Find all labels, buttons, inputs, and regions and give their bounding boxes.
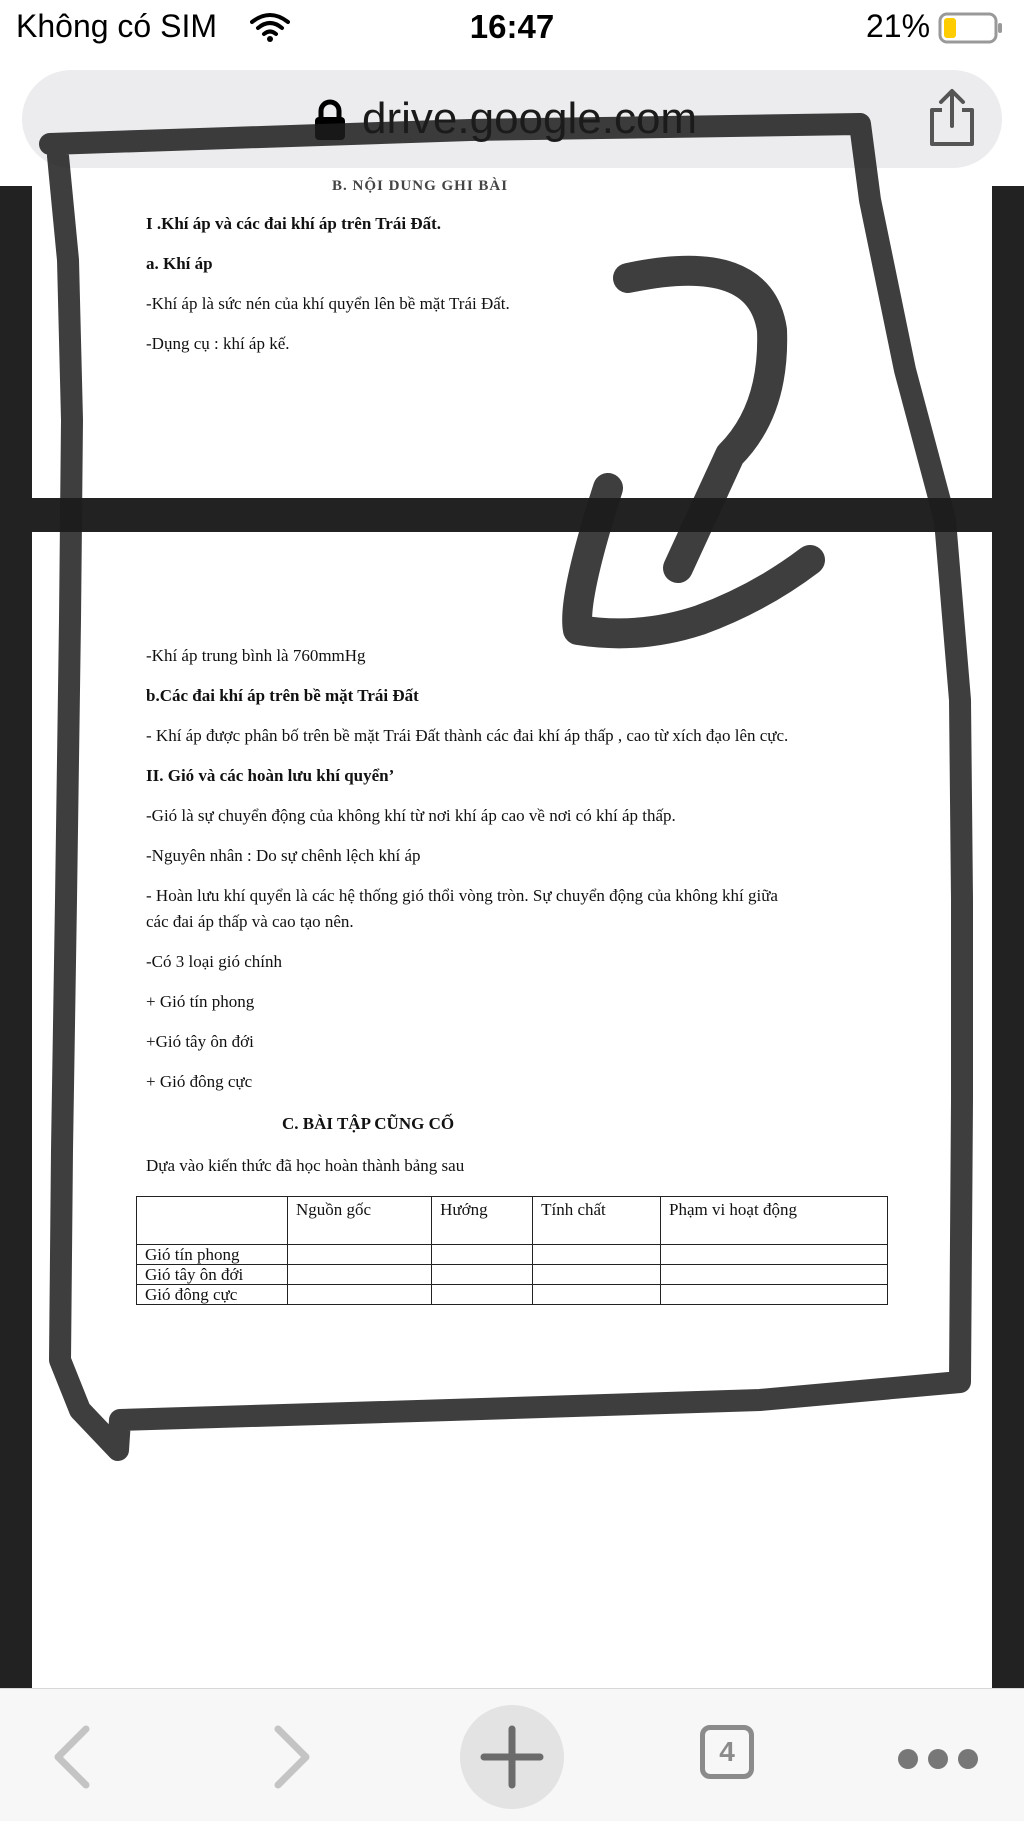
table-header-row <box>137 1197 888 1245</box>
table-row-label: Gió đông cực <box>137 1285 288 1305</box>
back-icon[interactable] <box>48 1723 96 1791</box>
heading-bai-tap: C. BÀI TẬP CŨNG CỐ <box>282 1114 455 1133</box>
carrier-label: Không có SIM <box>16 8 217 44</box>
battery-icon <box>938 12 1004 44</box>
table-row <box>137 1265 888 1285</box>
table-header-cell <box>137 1197 288 1245</box>
table-header-cell: Tính chất <box>533 1197 661 1245</box>
table-header-cell: Hướng <box>432 1197 533 1245</box>
clock: 16:47 <box>469 8 555 45</box>
text-line: - Hoàn lưu khí quyển là các hệ thống gió thổi vòng tròn. Sự chuyển động của không khí giữa <box>146 886 778 905</box>
table-cell <box>660 1245 887 1265</box>
table-cell <box>432 1245 533 1265</box>
text-line: - Khí áp được phân bố trên bề mặt Trái Đất thành các đai khí áp thấp , cao từ xích đạo lên cực. <box>146 726 789 745</box>
table-cell <box>288 1245 432 1265</box>
lock-icon <box>312 98 348 142</box>
status-bar <box>0 0 1024 60</box>
table-row <box>137 1245 888 1265</box>
more-icon[interactable] <box>896 1747 980 1771</box>
table-header-cell: Nguồn gốc <box>288 1197 432 1245</box>
table-header-cell: Phạm vi hoạt động <box>660 1197 887 1245</box>
table-cell <box>288 1265 432 1285</box>
heading-khi-ap-cac-dai: I .Khí áp và các đai khí áp trên Trái Đất. <box>146 214 442 233</box>
table-cell <box>660 1285 887 1305</box>
text-line: -Dụng cụ : khí áp kế. <box>146 334 290 353</box>
share-icon[interactable] <box>924 88 980 150</box>
text-line: các đai áp thấp và cao tạo nên. <box>146 912 354 931</box>
list-item: + Gió tín phong <box>146 992 255 1011</box>
subheading-khi-ap: a. Khí áp <box>146 254 213 273</box>
browser-toolbar <box>0 1688 1024 1821</box>
table-cell <box>533 1245 661 1265</box>
document-viewer[interactable] <box>0 178 1024 1688</box>
text-line: -Gió là sự chuyển động của không khí từ nơi khí áp cao về nơi có khí áp thấp. <box>146 806 676 825</box>
table-row-label: Gió tín phong <box>137 1245 288 1265</box>
text-line: -Khí áp trung bình là 760mmHg <box>146 646 366 665</box>
forward-icon[interactable] <box>268 1723 316 1791</box>
address-bar[interactable] <box>22 70 1002 168</box>
list-item: +Gió tây ôn đới <box>146 1032 254 1051</box>
battery-percentage: 21% <box>866 8 931 44</box>
exercise-table <box>136 1196 888 1305</box>
new-tab-button[interactable] <box>460 1705 564 1809</box>
table-cell <box>288 1285 432 1305</box>
subheading-cac-dai-khi-ap: b.Các đai khí áp trên bề mặt Trái Đất <box>146 686 419 705</box>
table-row-label: Gió tây ôn đới <box>137 1265 288 1285</box>
table-row <box>137 1285 888 1305</box>
table-cell <box>432 1285 533 1305</box>
table-cell <box>660 1265 887 1285</box>
heading-gio-hoan-luu: II. Gió và các hoàn lưu khí quyển’ <box>146 766 395 785</box>
text-line: -Nguyên nhân : Do sự chênh lệch khí áp <box>146 846 421 865</box>
cut-heading: B. NỘI DUNG GHI BÀI <box>332 178 509 194</box>
tabs-icon[interactable]: 4 <box>700 1725 754 1779</box>
table-cell <box>533 1285 661 1305</box>
table-instruction: Dựa vào kiến thức đã học hoàn thành bảng sau <box>146 1156 465 1175</box>
text-line: -Có 3 loại gió chính <box>146 952 282 971</box>
url-text[interactable]: drive.google.com <box>362 94 698 143</box>
text-line: -Khí áp là sức nén của khí quyển lên bề mặt Trái Đất. <box>146 294 510 313</box>
table-cell <box>432 1265 533 1285</box>
plus-icon <box>480 1725 544 1789</box>
table-cell <box>533 1265 661 1285</box>
document-page-1 <box>32 178 992 498</box>
list-item: + Gió đông cực <box>146 1072 253 1091</box>
